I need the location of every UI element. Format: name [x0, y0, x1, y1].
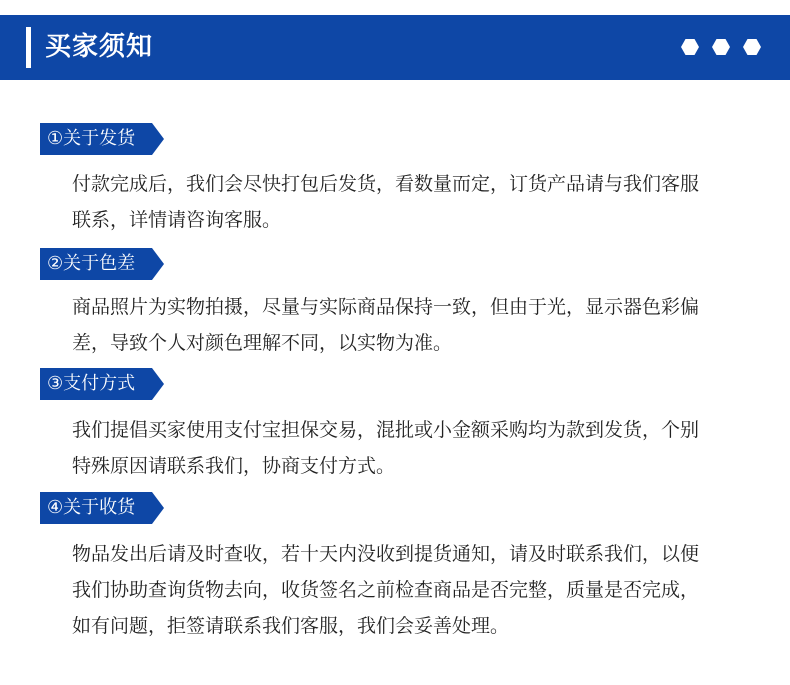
- body-line: 差，导致个人对颜色理解不同，以实物为准。: [72, 332, 453, 354]
- section-tag-shipping: [40, 123, 165, 155]
- hexagon-icon: [712, 39, 730, 55]
- section-body-shipping: [72, 166, 762, 238]
- section-body-color-difference: [72, 289, 762, 361]
- section-title: ②关于色差: [47, 253, 136, 274]
- section-title: ③支付方式: [47, 373, 136, 394]
- header-accent-bar: [26, 27, 31, 68]
- body-line: 如有问题，拒签请联系我们客服，我们会妥善处理。: [72, 615, 510, 637]
- body-line: 我们提倡买家使用支付宝担保交易，混批或小金额采购均为款到发货，个别: [72, 419, 700, 441]
- section-body-receiving: [72, 536, 762, 644]
- page-title: 买家须知: [45, 32, 154, 62]
- section-tag-color-difference: [40, 248, 165, 280]
- body-line: 付款完成后，我们会尽快打包后发货，看数量而定，订货产品请与我们客服: [72, 173, 700, 195]
- section-title: ①关于发货: [47, 128, 136, 149]
- section-tag-payment: [40, 368, 165, 400]
- section-body-payment: [72, 412, 762, 484]
- header-banner: [0, 15, 790, 80]
- body-line: 特殊原因请联系我们，协商支付方式。: [72, 455, 396, 477]
- section-title: ④关于收货: [47, 497, 136, 518]
- body-line: 我们协助查询货物去向，收货签名之前检查商品是否完整，质量是否完成，: [72, 579, 700, 601]
- section-tag-receiving: [40, 492, 165, 524]
- body-line: 联系，详情请咨询客服。: [72, 209, 282, 231]
- body-line: 商品照片为实物拍摄，尽量与实际商品保持一致，但由于光，显示器色彩偏: [72, 296, 700, 318]
- hexagon-icon: [681, 39, 699, 55]
- body-line: 物品发出后请及时查收，若十天内没收到提货通知，请及时联系我们，以便: [72, 543, 700, 565]
- hexagon-icon: [743, 39, 761, 55]
